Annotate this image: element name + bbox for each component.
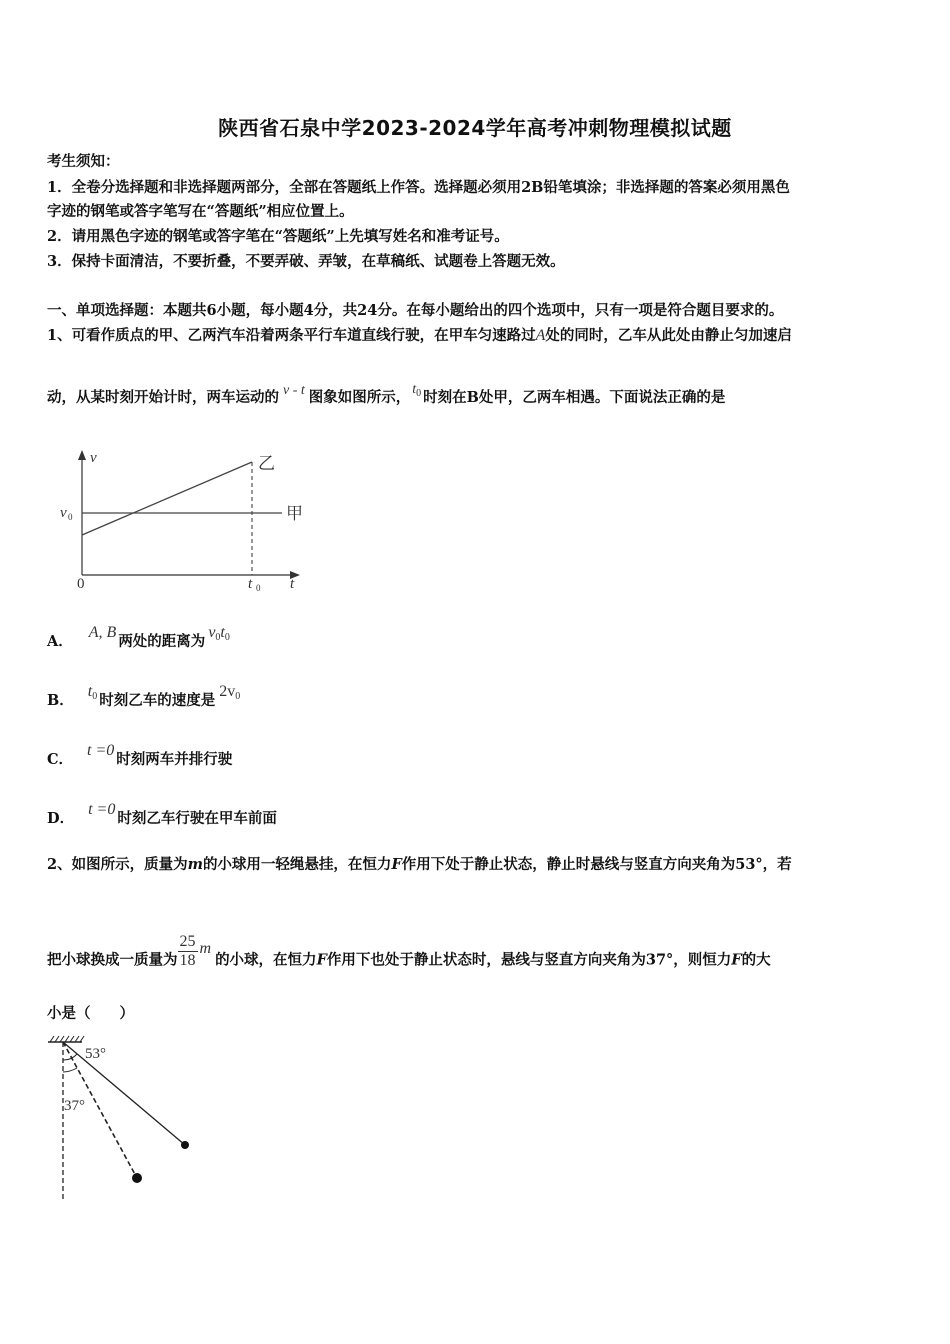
q1-option-b[interactable] (47, 683, 241, 716)
graph-t0-label: t (248, 576, 253, 592)
option-a-math: A, B (88, 624, 117, 641)
angle-label-37: 37° (64, 1098, 85, 1114)
q2-line-2-d: 的大 (741, 951, 771, 969)
q2-line-3: 小是（ ） (47, 1005, 134, 1022)
vt-graph (40, 440, 320, 600)
option-d-text: 时刻乙车行驶在甲车前面 (117, 810, 277, 827)
angle-arc-37 (63, 1068, 77, 1072)
graph-v0-sub: 0 (68, 512, 73, 522)
q2-var-f: F (391, 856, 402, 873)
graph-x-label: t (290, 576, 295, 592)
option-c-text: 时刻两车并排行驶 (116, 751, 233, 768)
q1-option-a[interactable] (47, 624, 230, 657)
q2-line-2 (47, 933, 771, 979)
option-a-answer: $v_0t_0$ (208, 624, 230, 643)
q2-line-1-c: 作用下处于静止状态，静止时悬线与竖直方向夹角为53°，若 (401, 856, 792, 873)
string-53 (63, 1042, 185, 1145)
notice-item-3: 3．保持卡面清洁，不要折叠，不要弄破、弄皱，在草稿纸、试题卷上答题无效。 (47, 253, 565, 270)
q1-line-2-b: 图象如图所示， (308, 389, 411, 406)
pendulum-figure (40, 1030, 210, 1210)
q2-fraction-var: m (199, 939, 212, 957)
q1-option-c[interactable] (47, 742, 233, 770)
graph-t0-sub: 0 (256, 583, 261, 593)
option-b-label: B． (47, 692, 74, 709)
option-d-math: t =0 (88, 801, 116, 818)
q1-line-2-c: 时刻在B处甲，乙两车相遇。下面说法正确的是 (423, 389, 726, 406)
q2-var-m: m (187, 856, 203, 873)
graph-v0-label: v (60, 505, 67, 521)
option-c-math: t =0 (87, 742, 115, 759)
q2-line-1 (47, 855, 792, 875)
ceiling-hatch (50, 1036, 84, 1042)
q2-line-2-a: 把小球换成一质量为 (47, 951, 178, 969)
q1-line-1-a: 1、可看作质点的甲、乙两汽车沿着两条平行车道直线行驶，在甲车匀速路过 (47, 327, 536, 344)
q1-line-1 (47, 326, 792, 346)
option-b-text: 时刻乙车的速度是 (99, 692, 216, 709)
q1-option-d[interactable] (47, 801, 277, 829)
graph-y-label: v (90, 450, 97, 466)
angle-arc-53 (63, 1054, 77, 1060)
notice-item-1-line-2: 字迹的钢笔或答字笔写在“答题纸”相应位置上。 (47, 203, 354, 220)
ball-2 (132, 1173, 142, 1183)
fraction-numerator: 25 (179, 933, 196, 950)
graph-yi-label: 乙 (258, 454, 275, 473)
notice-item-2: 2．请用黑色字迹的钢笔或答字笔在“答题纸”上先填写姓名和准考证号。 (47, 228, 509, 245)
option-d-label: D． (47, 810, 75, 827)
graph-jia-label: 甲 (286, 504, 303, 523)
option-c-label: C． (47, 751, 74, 768)
q2-var-f-2: F (316, 951, 327, 969)
q2-line-1-b: 的小球用一轻绳悬挂，在恒力 (202, 856, 392, 873)
angle-label-53: 53° (85, 1046, 106, 1062)
q1-line-1-b: 处的同时，乙车从此处由静止匀加速启 (545, 327, 792, 344)
q1-var-t0: $t_0$ (412, 382, 422, 399)
q2-var-f-3: F (731, 951, 742, 969)
graph-y-arrow (78, 450, 86, 460)
option-a-label: A． (47, 633, 73, 650)
q2-line-2-b: 的小球，在恒力 (215, 951, 317, 969)
option-b-math: $t_0$ (87, 683, 98, 702)
q1-line-2-a: 动，从某时刻开始计时，两车运动的 (47, 389, 279, 406)
q1-line-2 (47, 382, 726, 413)
q2-fraction (178, 933, 198, 970)
q2-line-2-c: 作用下也处于静止状态时，悬线与竖直方向夹角为37°，则恒力 (326, 951, 732, 969)
graph-origin-label: 0 (77, 576, 85, 592)
q2-line-1-a: 2、如图所示，质量为 (47, 856, 188, 873)
graph-line-yi (82, 462, 252, 535)
fraction-denominator: 18 (179, 952, 196, 969)
page-title: 陕西省石泉中学2023-2024学年高考冲刺物理模拟试题 (218, 116, 732, 140)
q1-var-vt: v - t (283, 383, 305, 398)
q1-var-a: A (535, 327, 546, 344)
notice-heading: 考生须知： (47, 153, 120, 170)
section-1-heading: 一、单项选择题：本题共6小题，每小题4分，共24分。在每小题给出的四个选项中，只有一项是符合题目要求的。 (47, 302, 784, 319)
option-a-text: 两处的距离为 (118, 633, 206, 650)
notice-item-1-line-1: 1．全卷分选择题和非选择题两部分，全部在答题纸上作答。选择题必须用2B铅笔填涂；非选择题的答案必须用黑色 (47, 179, 790, 196)
ball-1 (181, 1141, 189, 1149)
option-b-answer: $2v_0$ (219, 683, 241, 702)
